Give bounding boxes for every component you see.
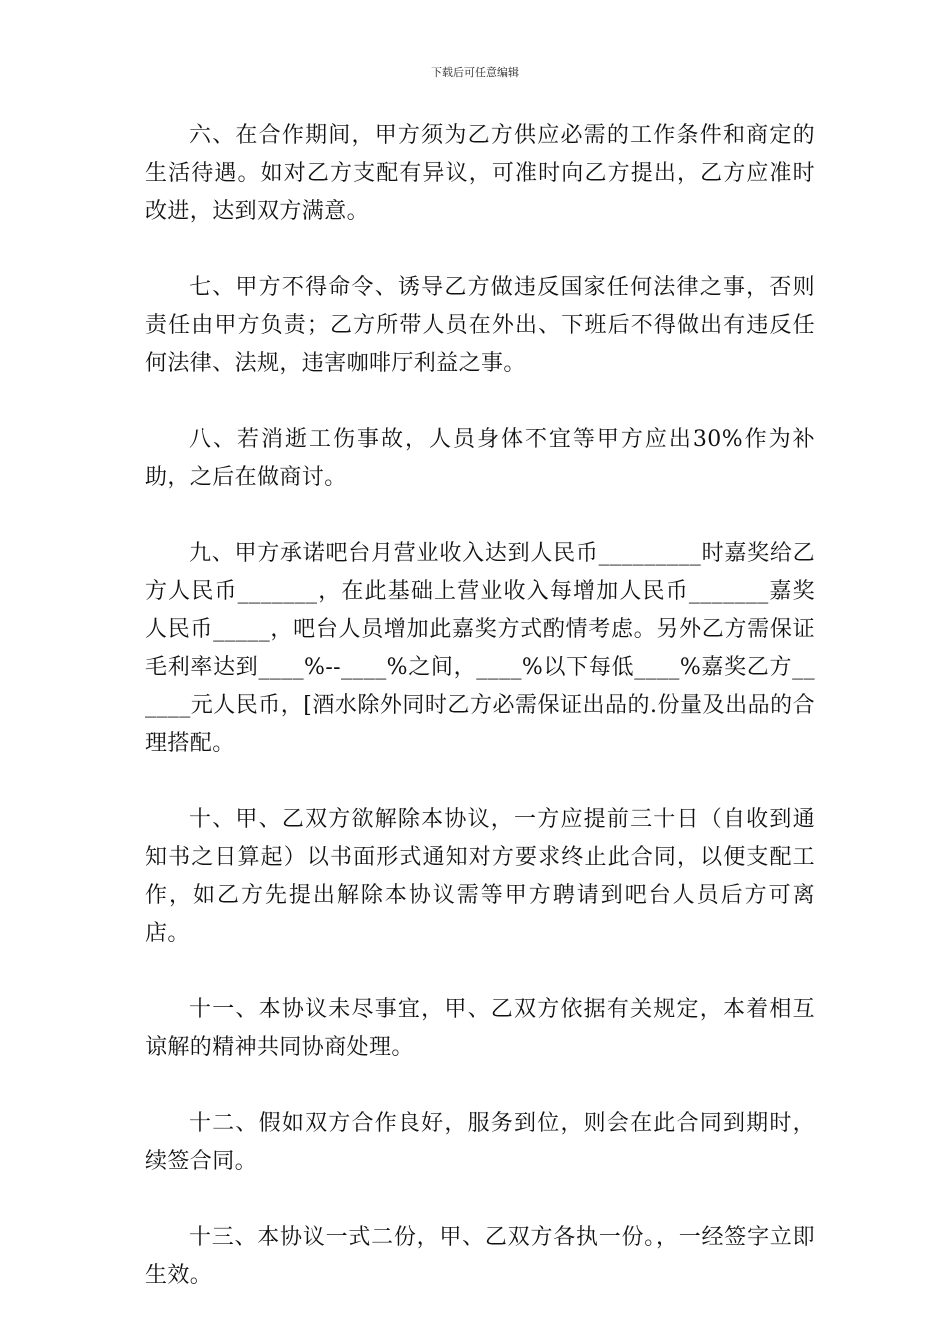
clause-7: 七、甲方不得命令、诱导乙方做违反国家任何法律之事，否则责任由甲方负责；乙方所带人员在外出、下班后不得做出有违反任何法律、法规，违害咖啡厅利益之事。 [145,275,815,376]
clause-13: 十三、本协议一式二份，甲、乙双方各执一份。，一经签字立即生效。 [145,1225,815,1288]
clause-9: 九、甲方承诺吧台月营业收入达到人民币_________时嘉奖给乙方人民币_______，在此基础上营业收入每增加人民币_______嘉奖人民币_____，吧台人员增加此嘉奖方式酌情考虑。另外乙方需保证毛利率达到____%--____%之间，____%以下每低____%嘉奖乙方______元人民币，[酒水除外同时乙方必需保证出品的.份量及出品的合理搭配。 [145,541,815,756]
document-body [145,117,815,1333]
clause-12: 十二、假如双方合作良好，服务到位，则会在此合同到期时，续签合同。 [145,1111,815,1174]
header-note: 下载后可任意编辑 [431,66,519,79]
clause-6: 六、在合作期间，甲方须为乙方供应必需的工作条件和商定的生活待遇。如对乙方支配有异议，可准时向乙方提出，乙方应准时改进，达到双方满意。 [145,123,815,224]
clause-11: 十一、本协议未尽事宜，甲、乙双方依据有关规定，本着相互谅解的精神共同协商处理。 [145,997,815,1060]
clause-8: 八、若消逝工伤事故，人员身体不宜等甲方应出30%作为补助，之后在做商讨。 [145,427,815,490]
clause-10: 十、甲、乙双方欲解除本协议，一方应提前三十日（自收到通知书之日算起）以书面形式通知对方要求终止此合同，以便支配工作，如乙方先提出解除本协议需等甲方聘请到吧台人员后方可离店。 [145,807,815,946]
